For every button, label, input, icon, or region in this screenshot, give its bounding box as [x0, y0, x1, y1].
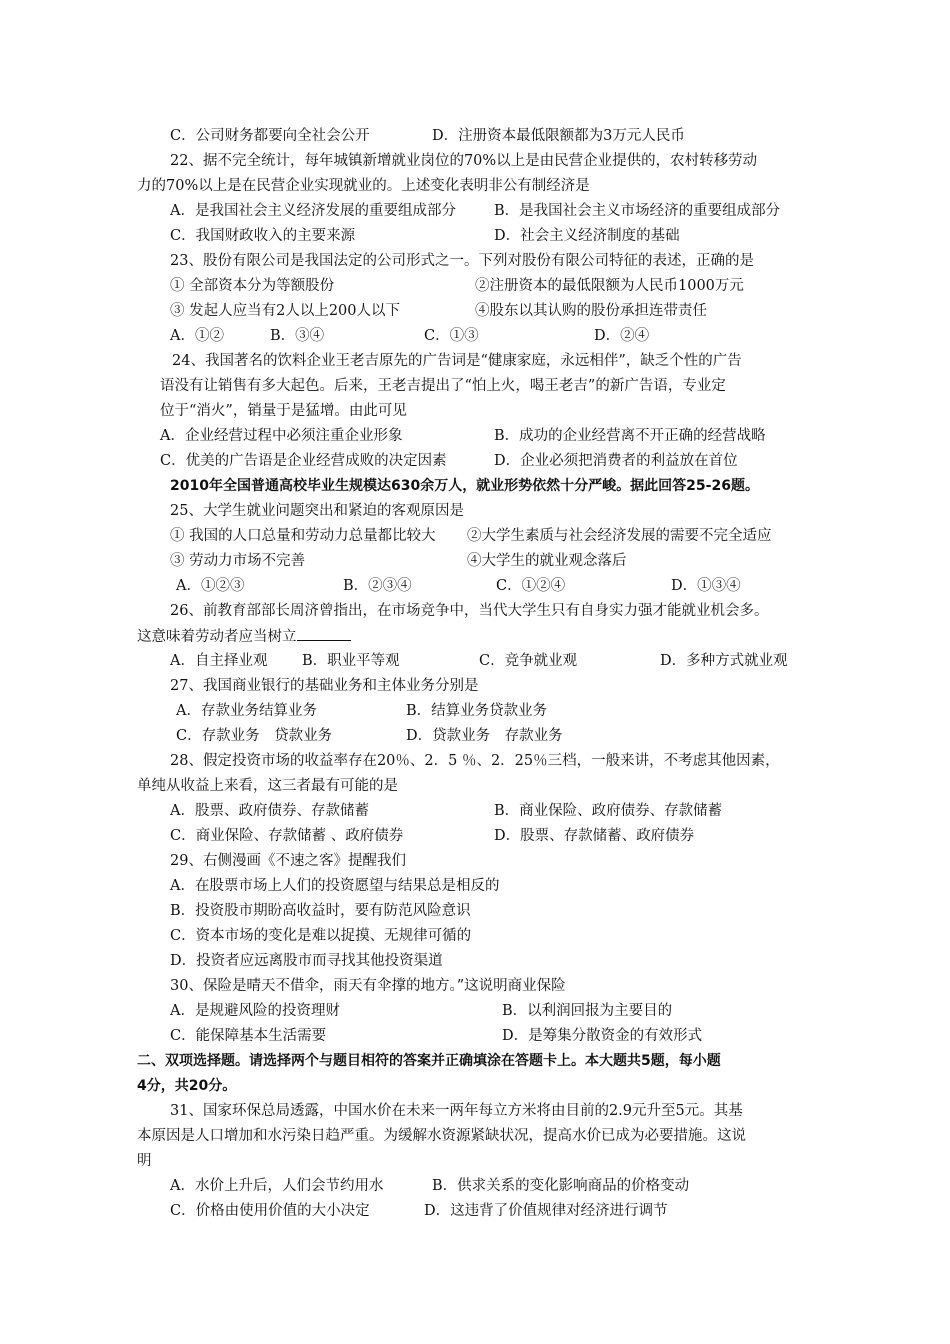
q30-option-c: C．能保障基本生活需要: [170, 1028, 327, 1044]
q28-stem-line-2: 单纯从收益上来看，这三者最有可能的是: [137, 778, 398, 794]
q27-option-c: C．存款业务 贷款业务: [176, 728, 333, 744]
q23-statement-3: ③ 发起人应当有2人以上200人以下: [170, 303, 401, 319]
q23-statement-2: ②注册资本的最低限额为人民币1000万元: [475, 278, 744, 294]
q22-stem-line-2: 力的70%以上是在民营企业实现就业的。上述变化表明非公有制经济是: [137, 178, 590, 194]
q24-stem-line-2: 语没有让销售有多大起色。后来，王老吉提出了“怕上火，喝王老吉”的新广告语，专业定: [160, 378, 726, 394]
q26-option-b: B．职业平等观: [302, 653, 400, 669]
q21-option-c: C．公司财务都要向全社会公开: [170, 128, 370, 144]
q29-stem: 29、右侧漫画《不速之客》提醒我们: [170, 853, 406, 869]
q30-option-b: B．以利润回报为主要目的: [502, 1003, 673, 1019]
q25-option-b: B．②③④: [343, 578, 412, 594]
q23-option-a: A．①②: [170, 328, 224, 344]
q31-stem-line-1: 31、国家环保总局透露，中国水价在未来一两年每立方米将由目前的2.9元升至5元。其基: [170, 1103, 743, 1119]
q26-stem-line-1: 26、前教育部部长周济曾指出，在市场竞争中，当代大学生只有自身实力强才能就业机会多。: [170, 603, 769, 619]
q26-stem-line-2: [137, 626, 351, 647]
q29-option-d: D．投资者应远离股市而寻找其他投资渠道: [170, 953, 443, 969]
q27-option-b: B．结算业务贷款业务: [406, 703, 548, 719]
q25-option-d: D．①③④: [671, 578, 741, 594]
q22-option-a: A．是我国社会主义经济发展的重要组成部分: [170, 203, 456, 219]
q28-option-d: D．股票、存款储蓄、政府债券: [494, 828, 695, 844]
q25-26-intro: 2010年全国普通高校毕业生规模达630余万人，就业形势依然十分严峻。据此回答25-26题。: [170, 478, 759, 494]
q26-option-d: D．多种方式就业观: [660, 653, 788, 669]
q23-option-d: D．②④: [594, 328, 650, 344]
q26-option-c: C．竞争就业观: [479, 653, 578, 669]
q30-option-d: D．是筹集分散资金的有效形式: [502, 1028, 703, 1044]
q21-option-d: D．注册资本最低限额都为3万元人民币: [432, 128, 685, 144]
q28-option-a: A．股票、政府债券、存款储蓄: [170, 803, 369, 819]
q31-option-b: B．供求关系的变化影响商品的价格变动: [432, 1178, 690, 1194]
q25-statement-2: ②大学生素质与社会经济发展的需要不完全适应: [467, 528, 772, 544]
q25-option-a: A．①②③: [176, 578, 245, 594]
q25-stem: 25、大学生就业问题突出和紧迫的客观原因是: [170, 503, 464, 519]
q24-option-b: B．成功的企业经营离不开正确的经营战略: [494, 428, 766, 444]
q28-option-c: C．商业保险、存款储蓄 、政府债券: [170, 828, 404, 844]
q22-option-b: B．是我国社会主义市场经济的重要组成部分: [494, 203, 781, 219]
q23-stem: 23、股份有限公司是我国法定的公司形式之一。下列对股份有限公司特征的表述，正确的是: [170, 253, 754, 269]
q22-option-d: D．社会主义经济制度的基础: [494, 228, 680, 244]
q25-statement-4: ④大学生的就业观念落后: [467, 553, 627, 569]
q24-stem-line-1: 24、我国著名的饮料企业王老吉原先的广告词是“健康家庭，永远相伴”，缺乏个性的广告: [172, 353, 742, 369]
q26-option-a: A．自主择业观: [170, 653, 268, 669]
q23-option-b: B．③④: [270, 328, 325, 344]
q29-option-c: C．资本市场的变化是难以捉摸、无规律可循的: [170, 928, 472, 944]
q27-option-d: D．贷款业务 存款业务: [406, 728, 563, 744]
q31-option-a: A．水价上升后，人们会节约用水: [170, 1178, 384, 1194]
q25-statement-3: ③ 劳动力市场不完善: [170, 553, 306, 569]
q29-option-a: A．在股票市场上人们的投资愿望与结果总是相反的: [170, 878, 500, 894]
q23-statement-1: ① 全部资本分为等额股份: [170, 278, 335, 294]
q27-stem: 27、我国商业银行的基础业务和主体业务分别是: [170, 678, 479, 694]
q30-option-a: A．是规避风险的投资理财: [170, 1003, 340, 1019]
q23-statement-4: ④股东以其认购的股份承担连带责任: [475, 303, 707, 319]
answer-blank: [297, 626, 351, 641]
q31-option-c: C．价格由使用价值的大小决定: [170, 1203, 370, 1219]
q25-option-c: C．①②④: [496, 578, 566, 594]
q25-statement-1: ① 我国的人口总量和劳动力总量都比较大: [170, 528, 436, 544]
q23-option-c: C．①③: [424, 328, 479, 344]
q24-option-c: C．优美的广告语是企业经营成败的决定因素: [160, 453, 447, 469]
section-2-heading-line-2: 4分，共20分。: [137, 1078, 237, 1094]
q24-stem-line-3: 位于“消火”，销量于是猛增。由此可见: [160, 403, 407, 419]
q24-option-a: A．企业经营过程中必须注重企业形象: [160, 428, 403, 444]
q27-option-a: A．存款业务结算业务: [176, 703, 317, 719]
q24-option-d: D．企业必须把消费者的利益放在首位: [494, 453, 738, 469]
q28-option-b: B．商业保险、政府债券、存款储蓄: [494, 803, 723, 819]
q22-stem-line-1: 22、据不完全统计，每年城镇新增就业岗位的70%以上是由民营企业提供的，农村转移劳动: [170, 153, 758, 169]
q22-option-c: C．我国财政收入的主要来源: [170, 228, 356, 244]
q31-stem-line-2: 本原因是人口增加和水污染日趋严重。为缓解水资源紧缺状况，提高水价已成为必要措施。这说: [137, 1128, 746, 1144]
q26-stem-text: 这意味着劳动者应当树立: [137, 629, 297, 645]
q30-stem: 30、保险是晴天不借伞，雨天有伞撑的地方。”这说明商业保险: [170, 978, 566, 994]
q31-option-d: D．这违背了价值规律对经济进行调节: [424, 1203, 668, 1219]
section-2-heading-line-1: 二、双项选择题。请选择两个与题目相符的答案并正确填涂在答题卡上。本大题共5题，每小题: [137, 1053, 721, 1069]
q31-stem-line-3: 明: [137, 1153, 152, 1169]
q28-stem-line-1: 28、假定投资市场的收益率存在20％、2．5 ％、2．25％三档，一般来讲，不考虑其他因素，: [170, 753, 780, 769]
q29-option-b: B．投资股市期盼高收益时，要有防范风险意识: [170, 903, 471, 919]
